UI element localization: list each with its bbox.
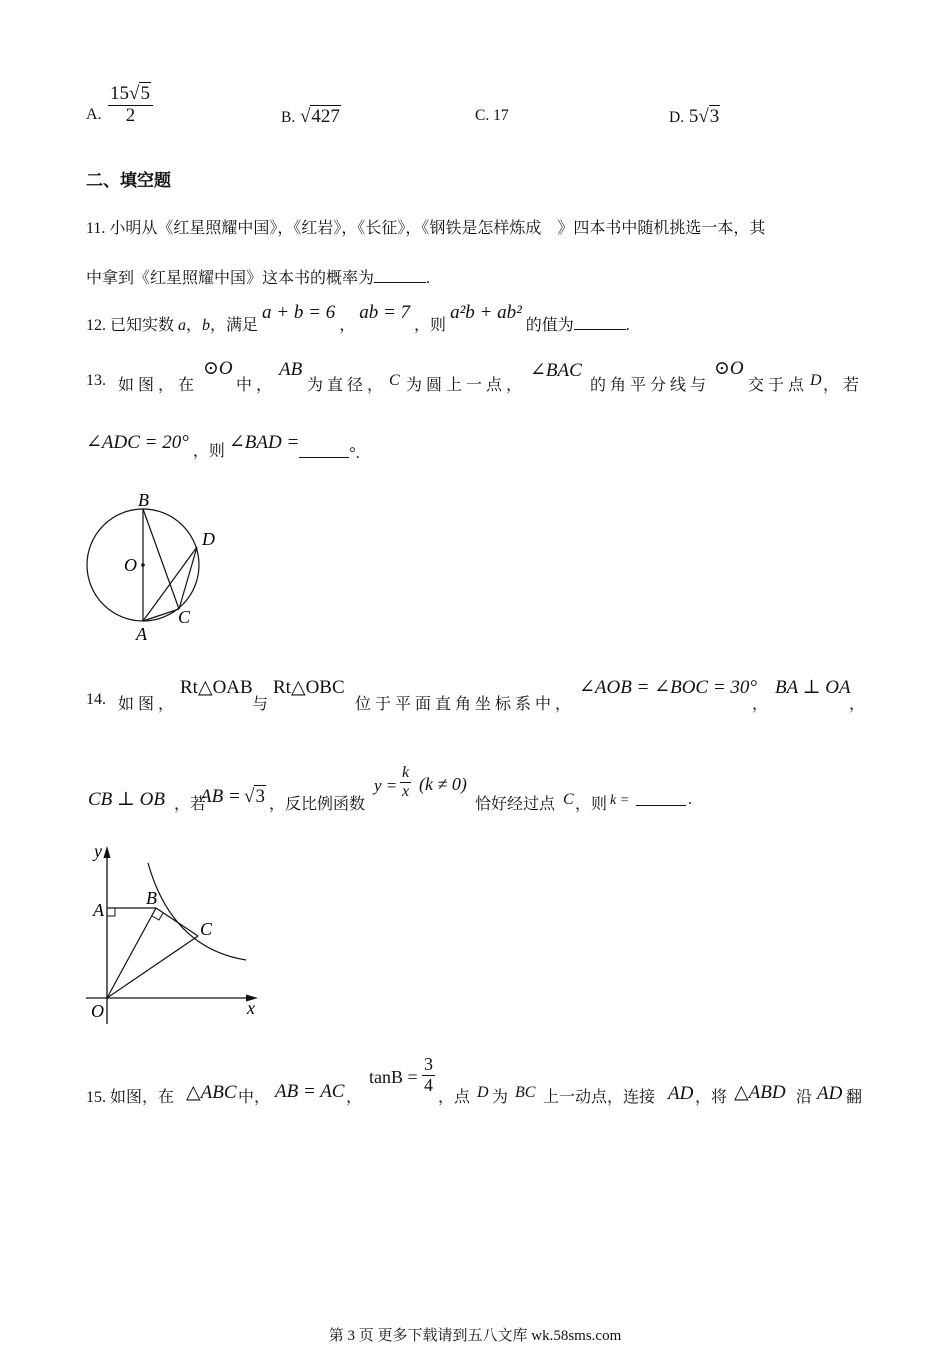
label-o: O <box>91 1001 104 1021</box>
q13-t7: ， 若 <box>823 377 860 394</box>
option-d: D. 5√3 <box>669 106 720 127</box>
right-angle-b <box>152 913 163 920</box>
line-ac <box>143 609 179 621</box>
q12-expr: a²b + ab² <box>450 302 522 323</box>
label-a: A <box>136 624 147 644</box>
y-axis-arrow <box>104 846 111 858</box>
line-ob <box>107 908 156 998</box>
q13-c: C <box>389 372 400 389</box>
q14-angles: ∠AOB = ∠BOC = 30° <box>579 677 758 698</box>
line-dc <box>179 547 197 609</box>
q13-angle-bac: ∠BAC <box>530 360 582 381</box>
q14-t3: 位 于 平 面 直 角 坐 标 系 中 ， <box>355 696 572 713</box>
answer-blank <box>574 329 626 330</box>
label-o: O <box>124 555 137 575</box>
center-dot <box>141 563 145 567</box>
page-footer: 第 3 页 更多下载请到五八文库 wk.58sms.com <box>328 1328 622 1344</box>
line-bc <box>156 908 198 936</box>
q13-t5: 的 角 平 分 线 与 <box>590 377 707 394</box>
option-b: B. √427 <box>281 106 340 127</box>
figure-13 <box>80 488 230 648</box>
figure-14 <box>80 838 270 1028</box>
right-angle-a <box>107 908 115 916</box>
label-c: C <box>178 607 191 627</box>
q14-num: 14. <box>86 691 106 708</box>
q11-line1: 11. 小明从《红星照耀中国》，《红岩》，《长征》，《钢铁是怎样炼成 》四本书中随机挑选一本，其 <box>86 220 766 237</box>
q13-t1: 如 图 ， 在 <box>118 377 195 394</box>
q12-eq1: a + b = 6 <box>262 302 336 323</box>
q15: 15. 如图，在 △ABC 中， AB = AC ， tanB = $\frac{3}{4}$ ，点 D 为 BC 上一动点，连接 AD ，将 △ABD 沿 AD 翻 <box>86 1054 863 1106</box>
q13-ab: AB <box>279 359 303 380</box>
answer-blank <box>299 457 349 458</box>
q12: 12. 已知实数 a，b，满足 a + b = 6 ， ab = 7 ，则 a²b + ab² 的值为 . <box>86 302 630 334</box>
q11-line2: 中拿到《红星照耀中国》这本书的概率为 . <box>86 270 431 287</box>
label-b: B <box>138 490 149 510</box>
label-a: A <box>93 900 104 920</box>
line-oc <box>107 936 198 998</box>
q13-t6: 交 于 点 <box>748 377 805 394</box>
q13-circle-o: ⊙O <box>203 358 233 379</box>
line-bc <box>143 509 179 609</box>
answer-blank <box>636 805 686 806</box>
q14-t4: ， <box>752 696 769 713</box>
label-d: D <box>202 529 215 549</box>
section-heading: 二、填空题 <box>86 171 171 191</box>
label-c: C <box>200 919 213 939</box>
q13-t3: 为 直 径 ， <box>307 377 384 394</box>
q13-t4: 为 圆 上 一 点 ， <box>406 377 523 394</box>
q14-t2: 与 <box>252 696 269 713</box>
q14-t5: ， <box>849 696 866 713</box>
q14-tri2: Rt△OBC <box>273 677 345 698</box>
label-b: B <box>146 888 157 908</box>
label-x: x <box>247 998 255 1018</box>
q13-t2: 中 ， <box>236 377 273 394</box>
q14-perp1: BA ⊥ OA <box>775 677 851 698</box>
option-a-fraction: $\frac{15√5}{2}$ <box>108 84 153 127</box>
q14-t1: 如 图 ， <box>118 696 175 713</box>
q14-tri1: Rt△OAB <box>180 677 253 698</box>
hyperbola <box>148 863 246 960</box>
label-y: y <box>94 841 102 861</box>
q13-circle-o2: ⊙O <box>714 358 744 379</box>
option-c: C. 17 <box>475 107 509 124</box>
q13-line2: ∠ADC = 20° ，则 ∠BAD =°. <box>86 432 360 462</box>
q13-num: 13. <box>86 372 106 389</box>
q12-eq2: ab = 7 <box>359 302 411 323</box>
option-a-label: A. <box>86 106 102 123</box>
q13-d: D <box>810 372 822 389</box>
answer-blank <box>374 282 426 283</box>
